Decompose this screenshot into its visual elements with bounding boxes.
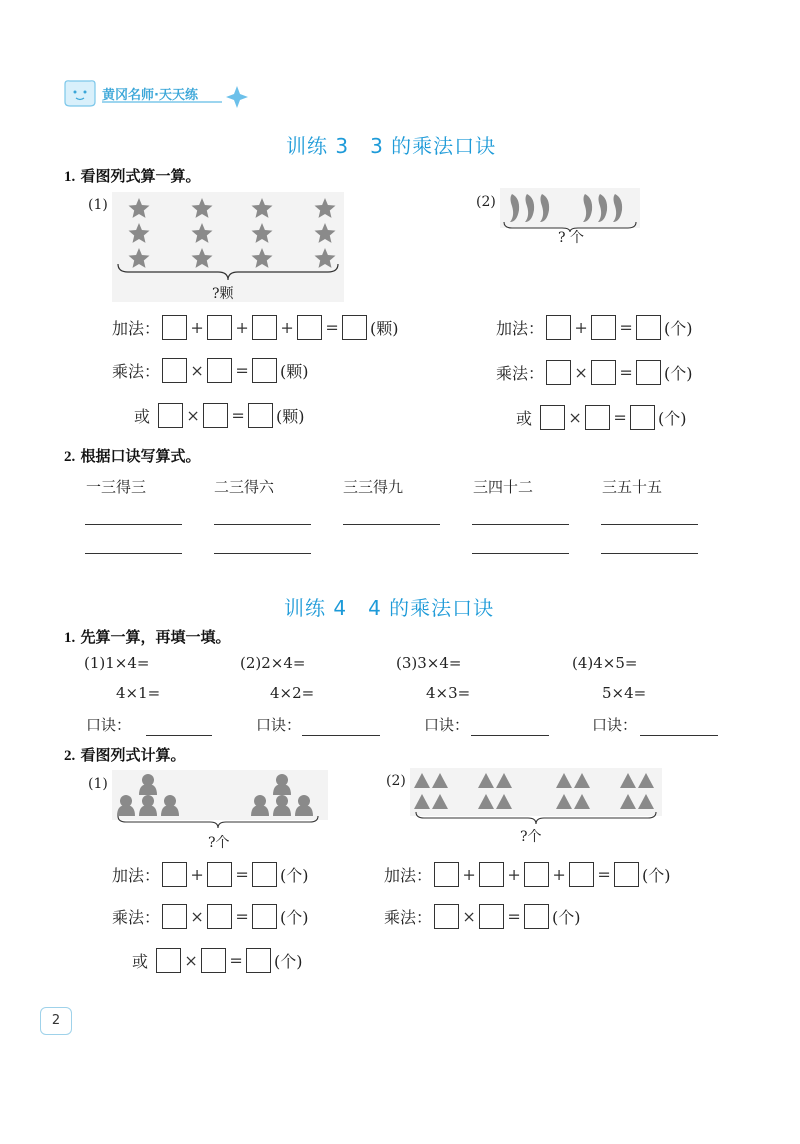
s4-g2-a: (2)2×4= xyxy=(240,654,306,672)
answer-line[interactable] xyxy=(302,735,380,736)
answer-box[interactable] xyxy=(479,862,504,887)
s4-q1-heading: 1. 先算一算，再填一填。 xyxy=(64,628,231,646)
answer-line[interactable] xyxy=(471,735,549,736)
s4-g4-rhyme: 口诀： xyxy=(592,716,638,734)
answer-box[interactable] xyxy=(207,904,232,929)
rhyme-5: 三五十五 xyxy=(602,478,663,496)
s4-g3-a: (3)3×4= xyxy=(396,654,462,672)
s4-g4-b: 5×4= xyxy=(602,684,647,702)
s3-p2-mul-row: 乘法： × = (个) xyxy=(496,360,693,385)
answer-box[interactable] xyxy=(636,315,661,340)
brand-logo xyxy=(62,78,262,110)
person-head-icon xyxy=(142,774,154,786)
answer-box[interactable] xyxy=(252,904,277,929)
section4-title: 训练 4 4 的乘法口诀 xyxy=(284,596,495,620)
s4-g4-a: (4)4×5= xyxy=(572,654,638,672)
s4-p2-add-row: 加法： + + + = (个) xyxy=(384,862,671,887)
answer-box[interactable] xyxy=(585,405,610,430)
s3-p2-add-row: 加法： + = (个) xyxy=(496,315,693,340)
s4-p1-or-row: 或 × = (个) xyxy=(132,948,303,973)
answer-box[interactable] xyxy=(614,862,639,887)
answer-line[interactable] xyxy=(146,735,212,736)
s3-q2-heading: 2. 根据口诀写算式。 xyxy=(64,447,201,465)
answer-box[interactable] xyxy=(297,315,322,340)
answer-box[interactable] xyxy=(158,403,183,428)
s4-g1-rhyme: 口诀： xyxy=(86,716,132,734)
answer-line[interactable] xyxy=(214,553,311,554)
answer-box[interactable] xyxy=(524,862,549,887)
s3-p1-or-row: 或 × = (颗) xyxy=(134,403,305,428)
answer-line[interactable] xyxy=(472,553,569,554)
answer-line[interactable] xyxy=(214,524,311,525)
s4-p2-mul-row: 乘法： × = (个) xyxy=(384,904,581,929)
answer-box[interactable] xyxy=(207,862,232,887)
answer-box[interactable] xyxy=(207,358,232,383)
s4-g3-b: 4×3= xyxy=(426,684,471,702)
answer-line[interactable] xyxy=(472,524,569,525)
answer-box[interactable] xyxy=(201,948,226,973)
s3-q1-p1-caption: ?颗 xyxy=(212,286,234,302)
answer-box[interactable] xyxy=(540,405,565,430)
s3-q1-p2-label: (2) xyxy=(476,194,496,210)
person-head-icon xyxy=(142,795,154,807)
answer-box[interactable] xyxy=(248,403,273,428)
answer-box[interactable] xyxy=(434,904,459,929)
s4-p1-add-row: 加法： + = (个) xyxy=(112,862,309,887)
answer-box[interactable] xyxy=(479,904,504,929)
answer-box[interactable] xyxy=(162,315,187,340)
rhyme-4: 三四十二 xyxy=(473,478,534,496)
person-head-icon xyxy=(164,795,176,807)
page-number: 2 xyxy=(40,1007,72,1035)
s4-p1-mul-row: 乘法： × = (个) xyxy=(112,904,309,929)
s4-g1-a: (1)1×4= xyxy=(84,654,150,672)
answer-box[interactable] xyxy=(546,315,571,340)
answer-box[interactable] xyxy=(252,315,277,340)
s4-g1-b: 4×1= xyxy=(116,684,161,702)
person-head-icon xyxy=(276,774,288,786)
answer-line[interactable] xyxy=(343,524,440,525)
s3-p1-mul-row: 乘法： × = (颗) xyxy=(112,358,309,383)
answer-line[interactable] xyxy=(601,553,698,554)
answer-box[interactable] xyxy=(546,360,571,385)
answer-box[interactable] xyxy=(162,904,187,929)
person-head-icon xyxy=(276,795,288,807)
rhyme-3: 三三得九 xyxy=(343,478,404,496)
answer-line[interactable] xyxy=(640,735,718,736)
s4-q2-p2-label: (2) xyxy=(386,773,406,789)
s4-q2-p1-caption: ?个 xyxy=(208,835,230,851)
s4-g2-rhyme: 口诀： xyxy=(256,716,302,734)
s4-q2-heading: 2. 看图列式计算。 xyxy=(64,746,186,764)
answer-box[interactable] xyxy=(156,948,181,973)
triangles-figure xyxy=(410,768,662,830)
s4-g3-rhyme: 口诀： xyxy=(424,716,470,734)
answer-box[interactable] xyxy=(636,360,661,385)
s3-q1-p2-caption: ? 个 xyxy=(558,230,584,246)
section3-title: 训练 3 3 的乘法口诀 xyxy=(286,134,497,158)
rhyme-1: 一三得三 xyxy=(86,478,147,496)
s4-q2-p2-caption: ?个 xyxy=(520,829,542,845)
answer-box[interactable] xyxy=(434,862,459,887)
answer-box[interactable] xyxy=(207,315,232,340)
people-figure xyxy=(112,770,328,832)
s3-p1-add-row: 加法： + + + = (颗) xyxy=(112,315,399,340)
answer-box[interactable] xyxy=(162,358,187,383)
answer-box[interactable] xyxy=(524,904,549,929)
answer-box[interactable] xyxy=(252,862,277,887)
s4-g2-b: 4×2= xyxy=(270,684,315,702)
rhyme-2: 二三得六 xyxy=(214,478,275,496)
s3-q1-heading: 1. 看图列式算一算。 xyxy=(64,167,201,185)
person-head-icon xyxy=(120,795,132,807)
answer-box[interactable] xyxy=(162,862,187,887)
answer-line[interactable] xyxy=(85,524,182,525)
brand-text: 黄冈名师·天天练 xyxy=(102,88,198,103)
s3-p2-or-row: 或 × = (个) xyxy=(516,405,687,430)
answer-box[interactable] xyxy=(246,948,271,973)
answer-box[interactable] xyxy=(569,862,594,887)
answer-line[interactable] xyxy=(85,553,182,554)
answer-box[interactable] xyxy=(252,358,277,383)
answer-box[interactable] xyxy=(591,315,616,340)
person-head-icon xyxy=(298,795,310,807)
answer-box[interactable] xyxy=(203,403,228,428)
person-head-icon xyxy=(254,795,266,807)
answer-box[interactable] xyxy=(591,360,616,385)
answer-box[interactable] xyxy=(630,405,655,430)
s4-q2-p1-label: (1) xyxy=(88,776,108,792)
answer-box[interactable] xyxy=(342,315,367,340)
answer-line[interactable] xyxy=(601,524,698,525)
sparkle-icon xyxy=(62,78,262,110)
s3-q1-p1-label: (1) xyxy=(88,197,108,213)
